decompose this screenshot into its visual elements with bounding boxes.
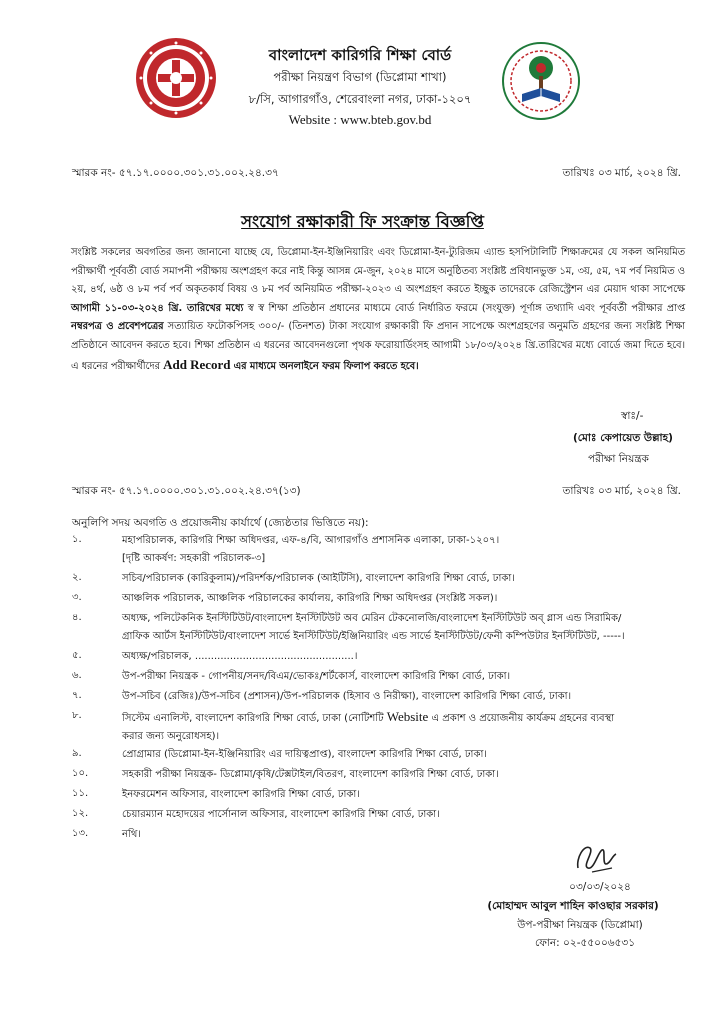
bteb-seal-icon (134, 36, 218, 120)
division-name: পরীক্ষা নিয়ন্ত্রণ বিভাগ (ডিপ্লোমা শাখা) (273, 70, 447, 84)
signatory-title: পরীক্ষা নিয়ন্ত্রক (588, 453, 649, 465)
memo2-date: তারিখঃ ০৩ মার্চ, ২০২৪ খ্রি. (562, 485, 681, 497)
documents-bold: নম্বরপত্র ও প্রবেশপত্রের (71, 321, 164, 333)
notice-subject: সংযোগ রক্ষাকারী ফি সংক্রান্ত বিজ্ঞপ্তি (241, 212, 484, 231)
cc-heading: অনুলিপি সদয় অবগতি ও প্রয়োজনীয় কার্যার্থে (জ্যেষ্ঠতার ভিত্তিতে নয়): (72, 517, 369, 529)
handwritten-signature (572, 838, 622, 878)
signatory2-phone: ফোন: ০২-৫৫০০৬৫৩১ (534, 937, 636, 949)
notice-body: সংশ্লিষ্ট সকলের অবগতির জন্য জানানো যাচ্ছে যে, ডিপ্লোমা-ইন-ইঞ্জিনিয়ারিং এবং ডিপ্লোমা-ইন-ট্যুরিজম এ্যান্ড হসপিটালিটি শিক্ষাক্রমের যে সকল অনিয়মিত পরীক্ষার্থী পূর্ববর্তী বোর্ড সমাপনী পরীক্ষায় অংশগ্রহণ করে নাই কিন্তু আসন্ন মে-জুন, ২০২৪ মাসে অনুষ্ঠিতব্য সংশ্লিষ্ট প্রবিধানভুক্ত ১ম, ৩য়, ৫ম, ৭ম পর্ব নিয়মিত ও ২য়, ৪র্থ, ৬ষ্ঠ ও ৮ম পর্ব পর্ব অকৃতকার্য বিষয় ও ৮ম পর্ব অনিয়মিত পরীক্ষা-২০২৩ এ অংশগ্রহণ করতে ইচ্ছুক তাদেরকে রেজিস্ট্রেশন এর মেয়াদ থাকা সাপেক্ষে আগামী ১১-০৩-২০২৪ খ্রি. তারিখের মধ্যে স্ব স্ব শিক্ষা প্রতিষ্ঠান প্রধানের মাধ্যমে বোর্ড নির্ধারিত ফরমে (সংযুক্ত) পূর্ণাঙ্গ তথ্যাদি এবং পূর্ববর্তী পরীক্ষার প্রাপ্ত নম্বরপত্র ও প্রবেশপত্রের সত্যায়িত ফটোকপিসহ ৩০০/- (তিনশত) টাকা সংযোগ রক্ষাকারী ফি প্রদান সাপেক্ষে অংশগ্রহণের অনুমতি গ্রহণের জন্য সংশ্লিষ্ট শিক্ষা প্রতিষ্ঠানে আবেদন করতে হবে। শিক্ষা প্রতিষ্ঠান এ ধরনের আবেদনগুলো পৃথক ফরোয়ার্ডিংসহ আগামী ১৮/০৩/২০২৪ খ্রি.তারিখের মধ্যে বোর্ডে জমা দিতে হবে। এ ধরনের পরীক্ষার্থীদের Add Record এর মাধ্যমে অনলাইনে ফরম ফিলাপ করতে হবে। (71, 247, 686, 372)
mujib-borsho-logo-icon (500, 38, 582, 124)
board-website: Website : www.bteb.gov.bd (288, 112, 432, 127)
memo2-ref: স্মারক নং- ৫৭.১৭.০০০০.৩০১.৩১.০০২.২৪.৩৭(১৩) (72, 485, 301, 497)
notice-page: বাংলাদেশ কারিগরি শিক্ষা বোর্ড পরীক্ষা নিয়ন্ত্রণ বিভাগ (ডিপ্লোমা শাখা) ৮/সি, আগারগাঁও, শেরেবাংলা নগর, ঢাকা-১২০৭ Website : www.bteb.gov.bd স্মারক নং- ৫৭.১৭.০০০০.৩০১.৩১.০০২.২৪.৩৭ তারিখঃ ০৩ মার্চ, ২০২৪ খ্রি. সংযোগ রক্ষাকারী ফি সংক্রান্ত বিজ্ঞপ্তি সংশ্লিষ্ট সকলের অবগতির জন্য জানানো যাচ্ছে যে, ডিপ্লোমা-ইন-ইঞ্জিনিয়ারিং এবং ডিপ্লোমা-ইন-ট্যুরিজম এ্যান্ড হসপিটালিটি শিক্ষাক্রমের যে সকল অনিয়মিত পরীক্ষার্থী পূর্ববর্তী বোর্ড সমাপনী পরীক্ষায় অংশগ্রহণ করে নাই কিন্তু আসন্ন মে-জুন, ২০২৪ মাসে অনুষ্ঠিতব্য সংশ্লিষ্ট প্রবিধানভুক্ত ১ম, ৩য়, ৫ম, ৭ম পর্ব নিয়মিত ও ২য়, ৪র্থ, ৬ষ্ঠ ও ৮ম পর্ব পর্ব অকৃতকার্য বিষয় ও ৮ম পর্ব অনিয়মিত পরীক্ষা-২০২৩ এ অংশগ্রহণ করতে ইচ্ছুক তাদেরকে রেজিস্ট্রেশন এর মেয়াদ থাকা সাপেক্ষে আগামী ১১-০৩-২০২৪ খ্রি. তারিখের মধ্যে স্ব স্ব শিক্ষা প্রতিষ্ঠান প্রধানের মাধ্যমে বোর্ড নির্ধারিত ফরমে (সংযুক্ত) পূর্ণাঙ্গ তথ্যাদি এবং পূর্ববর্তী পরীক্ষার প্রাপ্ত নম্বরপত্র ও প্রবেশপত্রের সত্যায়িত ফটোকপিসহ ৩০০/- (তিনশত) টাকা সংযোগ রক্ষাকারী ফি প্রদান সাপেক্ষে অংশগ্রহণের অনুমতি গ্রহণের জন্য সংশ্লিষ্ট শিক্ষা প্রতিষ্ঠানে আবেদন করতে হবে। শিক্ষা প্রতিষ্ঠান এ ধরনের আবেদনগুলো পৃথক ফরোয়ার্ডিংসহ আগামী ১৮/০৩/২০২৪ খ্রি.তারিখের মধ্যে বোর্ডে জমা দিতে হবে। এ ধরনের পরীক্ষার্থীদের Add Record এর মাধ্যমে অনলাইনে ফরম ফিলাপ করতে হবে। স্বাঃ/- (মোঃ কেপায়েত উল্লাহ) পরীক্ষা নিয়ন্ত্রক স্মারক নং- ৫৭.১৭.০০০০.৩০১.৩১.০০২.২৪.৩৭(১৩) তারিখঃ ০৩ মার্চ, ২০২৪ খ্রি. অনুলিপি সদয় অবগতি ও প্রয়োজনীয় কার্যার্থে (জ্যেষ্ঠতার ভিত্তিতে নয়): ১. মহাপরিচালক, কারিগরি শিক্ষা অধিদপ্তর, এফ-৪/বি, আগারগাঁও প্রশাসনিক এলাকা, ঢাকা-১২০৭। [দৃষ্টি আকর্ষণ: সহকারী পরিচালক-৩] ২. সচিব/পরিচালক (কারিকুলাম)/পরিদর্শক/পরিচালক (আইটিসি), বাংলাদেশ কারিগরি শিক্ষা বোর্ড, ঢাকা। ৩. আঞ্চলিক পরিচালক, আঞ্চলিক পরিচালকের কার্যালয়, কারিগরি শিক্ষা অধিদপ্তর (সংশ্লিষ্ট সকল)। ৪. অধ্যক্ষ, পলিটেকনিক ইনস্টিটিউট/বাংলাদেশ ইনস্টিটিউট অব মেরিন টেকনোলজি/বাংলাদেশ ইনস্টিটিউট অব্ গ্লাস এন্ড সিরামিক/ গ্রাফিক আর্টস ইনস্টিটিউট/বাংলাদেশ সার্ভে ইনস্টিটিউট/ইঞ্জিনিয়ারিং এন্ড সার্ভে ইনস্টিটিউট/ফেনী কম্পিউটার ইনস্টিটিউট, -----। ৫. অধ্যক্ষ/পরিচালক, ..................................................। ৬. উপ-পরীক্ষা নিয়ন্ত্রক - গোপনীয়/সনদ/বিএম/ভোকঃ/শর্টকোর্স, বাংলাদেশ কারিগরি শিক্ষা বোর্ড, ঢাকা। ৭. উপ-সচিব (রেজিঃ)/উপ-সচিব (প্রশাসন)/উপ-পরিচালক (হিসাব ও নিরীক্ষা), বাংলাদেশ কারিগরি শিক্ষা বোর্ড, ঢাকা। ৮. সিস্টেম এনালিস্ট, বাংলাদেশ কারিগরি শিক্ষা বোর্ড, ঢাকা (নোটিশটি Website এ প্রকাশ ও প্রয়োজনীয় কার্যক্রম গ্রহনের ব্যবস্থা করার জন্য অনুরোধসহ)। ৯. প্রোগ্রামার (ডিপ্লোমা-ইন-ইঞ্জিনিয়ারিং এর দায়িত্বপ্রাপ্ত), বাংলাদেশ কারিগরি শিক্ষা বোর্ড, ঢাকা। ১০. সহকারী পরীক্ষা নিয়ন্ত্রক- ডিপ্লোমা/কৃষি/টেক্সটাইল/বিতরণ, বাংলাদেশ কারিগরি শিক্ষা বোর্ড, ঢাকা। ১১. ইনফরমেশন অফিসার, বাংলাদেশ কারিগরি শিক্ষা বোর্ড, ঢাকা। ১২. চেয়ারম্যান মহোদয়ের পার্সোনাল অফিসার, বাংলাদেশ কারিগরি শিক্ষা বোর্ড, ঢাকা। ১৩. নথি। ০৩/০৩/২০২৪ (মোহাম্মদ আবুল শাহিন কাওছার সরকার) উপ-পরীক্ষা নিয়ন্ত্রক (ডিপ্লোমা) ফোন: ০২-৫৫০০৬৫৩১ (0, 0, 725, 1024)
deadline-bold: আগামী ১১-০৩-২০২৪ খ্রি. তারিখের মধ্যে (71, 302, 244, 314)
signatory-name: (মোঃ কেপায়েত উল্লাহ) (573, 432, 673, 444)
signatory2-name: (মোহাম্মদ আবুল শাহিন কাওছার সরকার) (487, 900, 659, 912)
signatory2-title: উপ-পরীক্ষা নিয়ন্ত্রক (ডিপ্লোমা) (517, 919, 643, 931)
signed-mark: স্বাঃ/- (621, 410, 644, 422)
signature2-date: ০৩/০৩/২০২৪ (569, 881, 631, 893)
memo-ref: স্মারক নং- ৫৭.১৭.০০০০.৩০১.৩১.০০২.২৪.৩৭ (72, 167, 279, 179)
board-name: বাংলাদেশ কারিগরি শিক্ষা বোর্ড (268, 46, 452, 64)
board-address: ৮/সি, আগারগাঁও, শেরেবাংলা নগর, ঢাকা-১২০৭ (248, 92, 472, 106)
memo-date: তারিখঃ ০৩ মার্চ, ২০২৪ খ্রি. (562, 167, 681, 179)
